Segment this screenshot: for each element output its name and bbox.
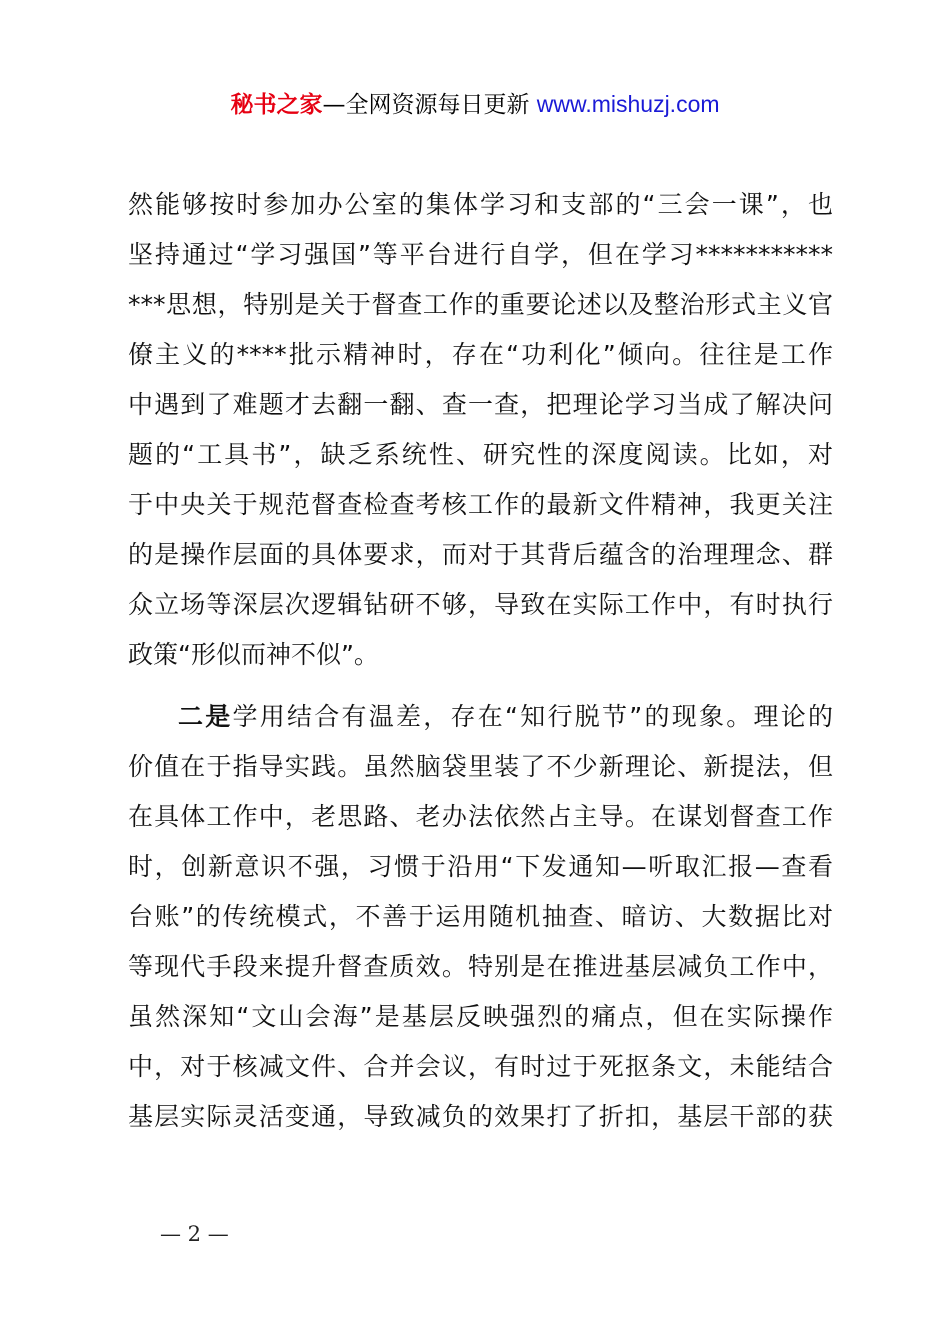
text-line: 时，创新意识不强，习惯于沿用“下发通知—听取汇报—查看 — [128, 852, 833, 881]
header-slogan: —全网资源每日更新 — [322, 92, 537, 118]
paragraph-spacer — [128, 680, 833, 692]
site-header — [0, 88, 950, 121]
text-line: 众立场等深层次逻辑钻研不够，导致在实际工作中，有时执行 — [128, 590, 833, 619]
text-line: 等现代手段来提升督查质效。特别是在推进基层减负工作中， — [128, 952, 833, 981]
page-number: — 2 — — [160, 1222, 229, 1246]
text-line: ***思想，特别是关于督查工作的重要论述以及整治形式主义官 — [128, 290, 833, 319]
paragraph-1 — [128, 180, 833, 680]
text-line: 的是操作层面的具体要求，而对于其背后蕴含的治理理念、群 — [128, 540, 833, 569]
text-line: 题的“工具书”，缺乏系统性、研究性的深度阅读。比如，对 — [128, 440, 833, 469]
text-line: 坚持通过“学习强国”等平台进行自学，但在学习*********** — [128, 240, 833, 269]
text-line-first — [128, 692, 833, 742]
text-line: 僚主义的****批示精神时，存在“功利化”倾向。往往是工作 — [128, 340, 833, 369]
text-line: 然能够按时参加办公室的集体学习和支部的“三会一课”，也 — [128, 190, 833, 219]
text-line: 中，对于核减文件、合并会议，有时过于死抠条文，未能结合 — [128, 1052, 833, 1081]
brand-name: 秘书之家 — [230, 92, 323, 118]
paragraph-2 — [128, 692, 833, 1142]
text-line: 虽然深知“文山会海”是基层反映强烈的痛点，但在实际操作 — [128, 1002, 833, 1031]
header-url[interactable]: www.mishuzj.com — [536, 91, 720, 117]
text-line: 基层实际灵活变通，导致减负的效果打了折扣，基层干部的获 — [128, 1102, 833, 1131]
text-line: 政策“形似而神不似”。 — [128, 640, 379, 669]
document-body — [128, 180, 833, 1142]
text-line: 价值在于指导实践。虽然脑袋里装了不少新理论、新提法，但 — [128, 752, 833, 781]
text-line: 台账”的传统模式，不善于运用随机抽查、暗访、大数据比对 — [128, 902, 833, 931]
text-line: 中遇到了难题才去翻一翻、查一查，把理论学习当成了解决问 — [128, 390, 833, 419]
text-line-rest: 学用结合有温差，存在“知行脱节”的现象。理论的 — [232, 702, 833, 731]
paragraph-lead: 二是 — [178, 702, 233, 731]
text-line: 于中央关于规范督查检查考核工作的最新文件精神，我更关注 — [128, 490, 833, 519]
text-line: 在具体工作中，老思路、老办法依然占主导。在谋划督查工作 — [128, 802, 833, 831]
